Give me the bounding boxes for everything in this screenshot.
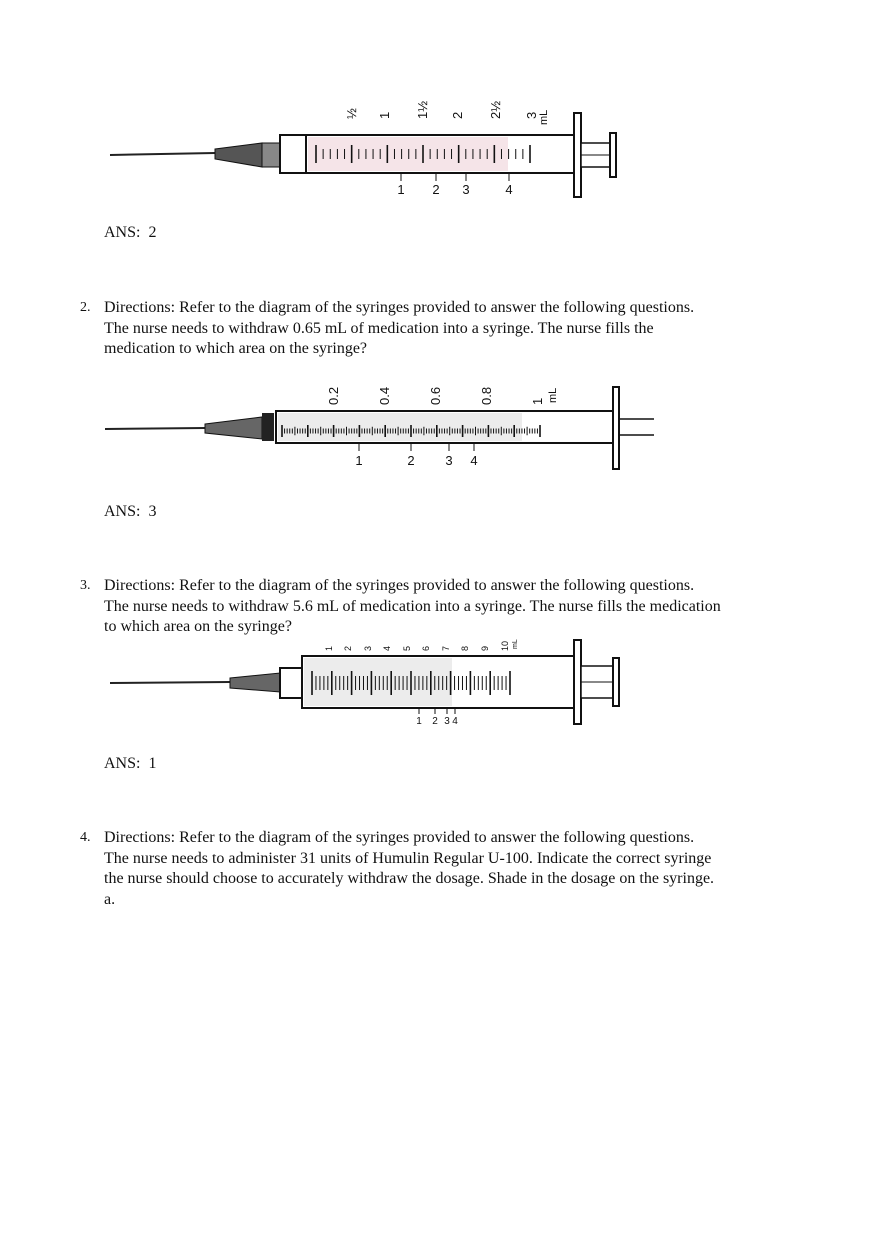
question-number: 4. (80, 830, 91, 845)
syringe-10ml-diagram (0, 636, 880, 732)
area-markers (401, 173, 509, 181)
scale-label: 1 (324, 645, 334, 651)
scale-unit: mL (538, 109, 550, 125)
answer-3 (104, 755, 156, 773)
luer-lock (280, 135, 306, 173)
area-label: 3 (462, 182, 470, 197)
question-text-line: Directions: Refer to the diagram of the syringes provided to answer the following questions. (104, 829, 695, 846)
area-label: 3 (445, 453, 453, 468)
area-label: 1 (397, 182, 405, 197)
question-text-line: to which area on the syringe? (104, 618, 292, 635)
answer-prefix: ANS: (104, 503, 141, 520)
scale-label: 2 (450, 111, 465, 119)
plunger-thumb-rest (610, 133, 616, 177)
scale-label: 2 (343, 645, 353, 651)
answer-value: 3 (148, 503, 157, 520)
graduation-ticks (282, 425, 540, 437)
question-text-line: The nurse needs to withdraw 5.6 mL of medication into a syringe. The nurse fills the medication (104, 597, 721, 615)
answer-prefix: ANS: (104, 755, 141, 772)
question-text-line: a. (104, 890, 116, 908)
scale-label: 9 (480, 645, 490, 651)
question-4 (80, 828, 780, 910)
needle (110, 682, 230, 683)
answer-prefix: ANS: (104, 224, 141, 241)
luer-lock (280, 668, 302, 698)
area-label: 4 (452, 716, 458, 727)
area-label: 1 (355, 453, 363, 468)
question-2 (80, 298, 780, 360)
needle-hub (215, 143, 262, 167)
plunger-thumb-rest (613, 658, 619, 706)
area-label: 1 (416, 716, 422, 727)
area-label: 2 (432, 182, 440, 197)
medication-fill (304, 658, 452, 706)
scale-unit: mL (512, 639, 519, 649)
area-markers (359, 443, 474, 451)
scale-label: 4 (382, 645, 392, 651)
scale-label: 10 (500, 640, 510, 651)
scale-label: 0.6 (428, 386, 443, 405)
finger-flange (574, 640, 581, 724)
scale-label: ½ (344, 108, 359, 119)
area-label: 4 (470, 453, 478, 468)
area-label: 3 (444, 716, 450, 727)
question-text-line: medication to which area on the syringe? (104, 340, 368, 357)
scale-label: 8 (460, 645, 470, 651)
question-text-line: Directions: Refer to the diagram of the syringes provided to answer the following questions. (104, 577, 695, 594)
scale-label: 0.2 (326, 386, 341, 405)
needle (105, 428, 205, 429)
finger-flange (574, 113, 581, 197)
question-number: 2. (80, 300, 91, 315)
question-3 (80, 576, 780, 638)
scale-label: 2½ (488, 100, 503, 119)
answer-1 (104, 224, 156, 242)
scale-label: 1½ (415, 100, 430, 119)
syringe-3ml-diagram (0, 95, 880, 205)
finger-flange (613, 387, 619, 469)
question-number: 3. (80, 578, 91, 593)
scale-label: 7 (441, 645, 451, 651)
question-text-line: The nurse needs to withdraw 0.65 mL of medication into a syringe. The nurse fills the (104, 319, 654, 337)
scale-unit: mL (547, 387, 559, 403)
scale-label: 1 (377, 111, 392, 119)
scale-label: 1 (530, 397, 545, 405)
syringe-tip (262, 143, 280, 167)
question-text-line: the nurse should choose to accurately withdraw the dosage. Shade in the dosage on the syringe. (104, 870, 715, 887)
needle (110, 153, 215, 155)
scale-label: 0.8 (479, 386, 494, 405)
answer-2 (104, 503, 156, 521)
area-label: 2 (432, 716, 438, 727)
medication-fill (278, 413, 522, 441)
scale-label: 3 (363, 645, 373, 651)
syringe-tip (262, 413, 274, 441)
scale-label: 0.4 (377, 386, 392, 405)
scale-label: 5 (402, 645, 412, 651)
needle-hub (205, 417, 262, 439)
area-label: 4 (505, 182, 513, 197)
medication-fill (308, 137, 508, 171)
answer-value: 2 (148, 224, 157, 241)
question-text-line: Directions: Refer to the diagram of the syringes provided to answer the following questions. (104, 299, 695, 316)
syringe-1ml-diagram (0, 375, 880, 475)
scale-label: 3 (524, 111, 539, 119)
answer-value: 1 (148, 755, 157, 772)
area-label: 2 (407, 453, 415, 468)
question-text-line: The nurse needs to administer 31 units of Humulin Regular U-100. Indicate the correct syringe (104, 849, 712, 867)
needle-hub (230, 673, 280, 692)
scale-label: 6 (421, 645, 431, 651)
